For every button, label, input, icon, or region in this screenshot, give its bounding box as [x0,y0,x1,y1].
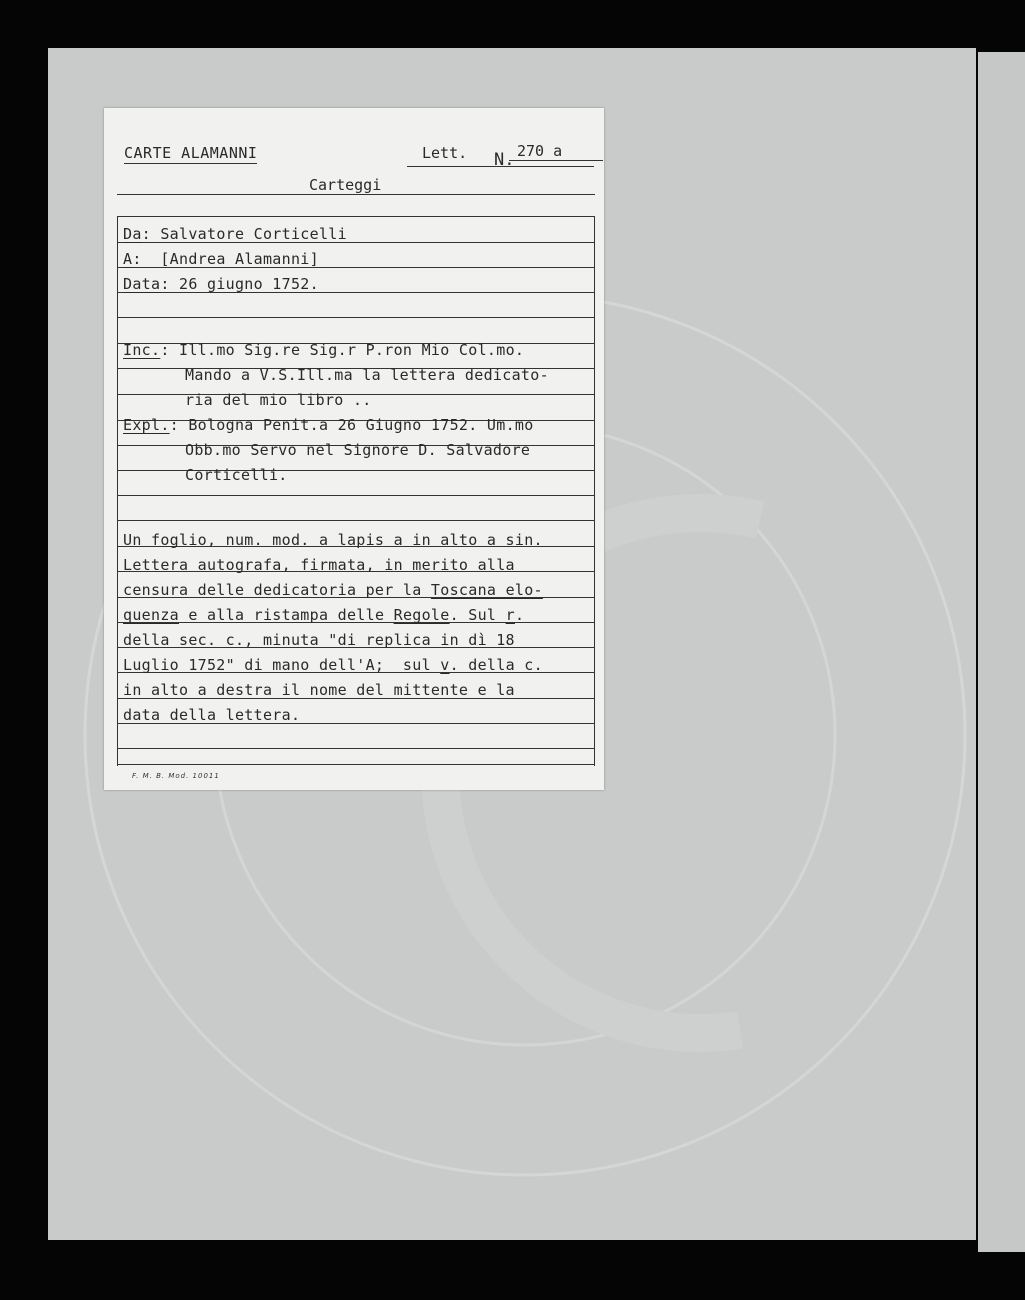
date-row [123,275,319,293]
explicit-line-3: Corticelli. [185,466,288,484]
description-line-4: quenza e alla ristampa delle Regole. Sul r. [123,606,525,624]
incipit-row [123,341,524,359]
subtitle-rule [117,194,595,195]
description-line-1: Un foglio, num. mod. a lapis a in alto a sin. [123,531,543,549]
recipient-value: : [Andrea Alamanni] [132,250,319,268]
description-line-5: della sec. c., minuta "di replica in dì 18 [123,631,515,649]
form-footer: F. M. B. Mod. 10011 [132,772,220,780]
folder-facing-page [978,52,1025,1252]
inc-label: Inc. [123,341,161,359]
n-label: N. [494,150,515,170]
incipit-line-2: Mando a V.S.Ill.ma la lettera dedicato- [185,366,549,384]
explicit-row [123,416,534,434]
da-label: Da [123,225,142,243]
a-label: A [123,250,133,268]
section-subtitle: Carteggi [309,176,382,194]
incipit-line-3: ria del mio libro .. [185,391,372,409]
description-line-3: censura delle dedicatoria per la Toscana elo- [123,581,543,599]
recipient-row [123,250,319,268]
incipit-line-1: : Ill.mo Sig.re Sig.r P.ron Mio Col.mo. [160,341,525,359]
description-line-7: in alto a destra il nome del mittente e la [123,681,515,699]
expl-label: Expl. [123,416,170,434]
date-value: : 26 giugno 1752. [160,275,319,293]
data-label: Data [123,275,161,293]
catalog-card [104,108,604,790]
explicit-line-1: : Bologna Penit.a 26 Giugno 1752. Um.mo [169,416,534,434]
explicit-line-2: Obb.mo Servo nel Signore D. Salvadore [185,441,531,459]
header-rule [407,166,594,167]
description-line-2: Lettera autografa, firmata, in merito alla [123,556,515,574]
description-line-6: Luglio 1752" di mano dell'A; sul v. della c. [123,656,543,674]
lett-label: Lett. [422,144,468,162]
collection-title: CARTE ALAMANNI [124,144,258,162]
sender-row [123,225,347,243]
description-line-8: data della lettera. [123,706,301,724]
letter-number: 270 a [509,142,603,161]
sender-value: : Salvatore Corticelli [141,225,347,243]
